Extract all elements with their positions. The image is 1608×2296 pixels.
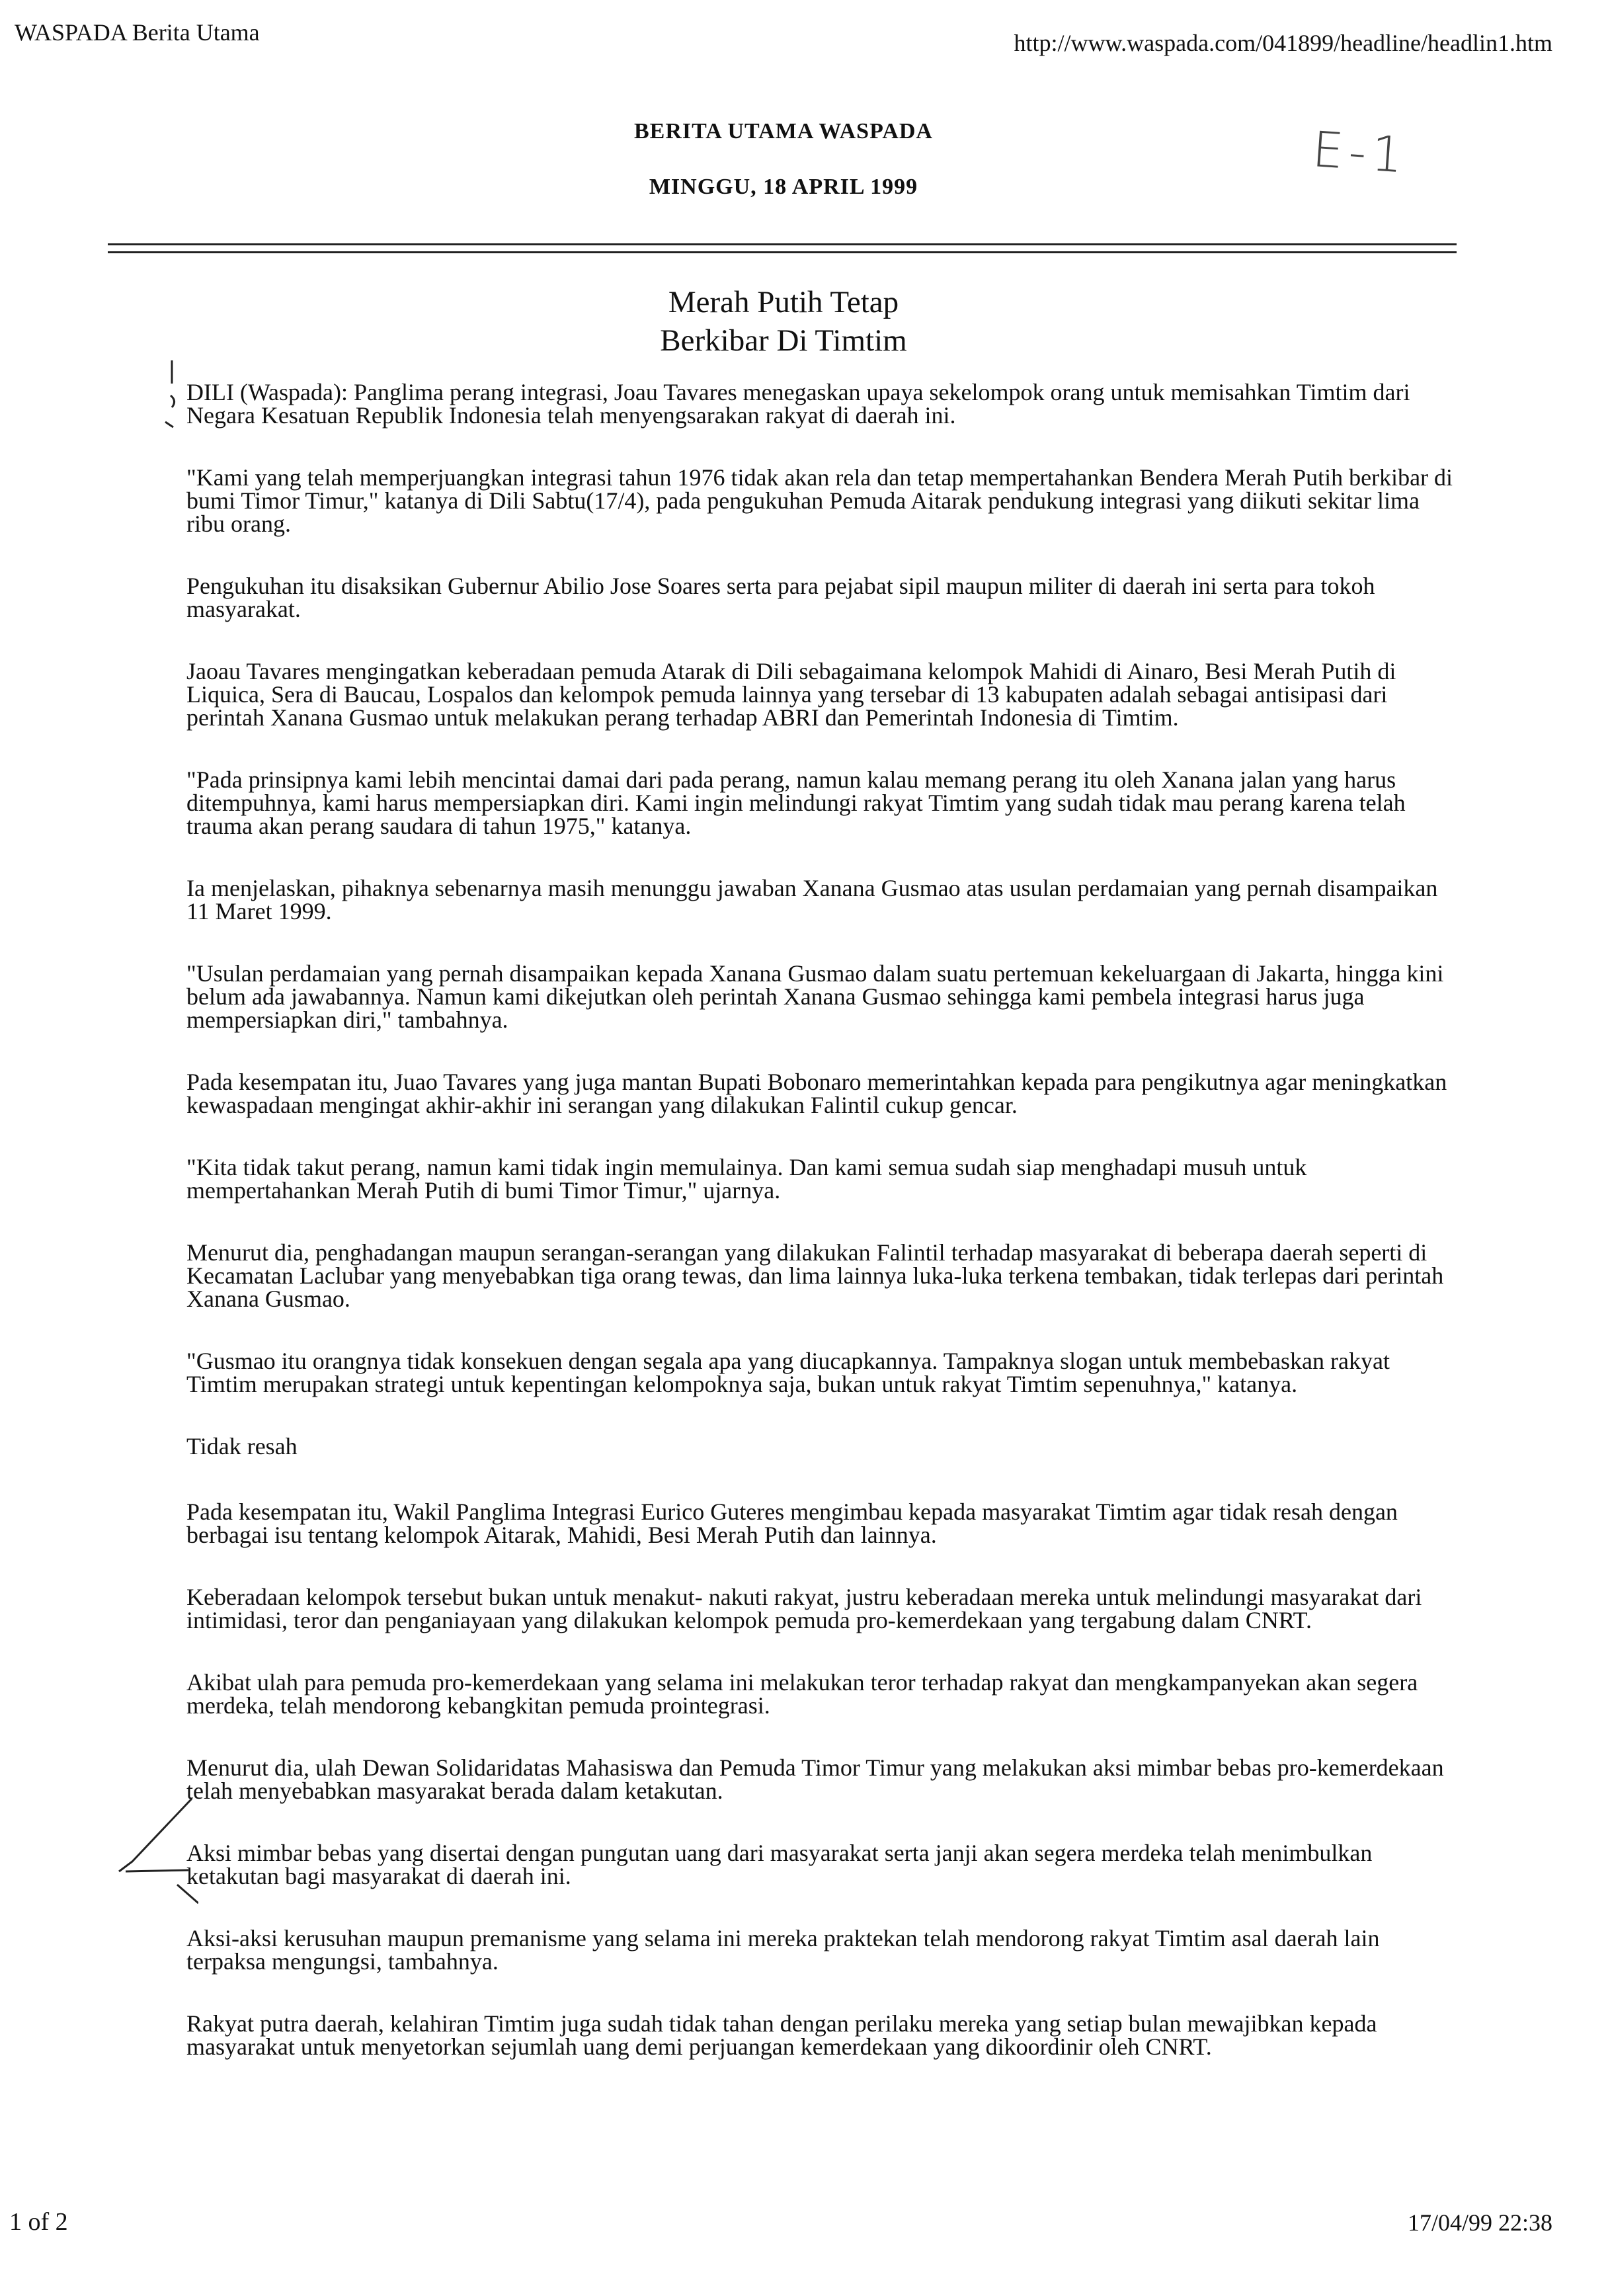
print-header-url[interactable]: http://www.waspada.com/041899/headline/headlin1.htm: [1014, 30, 1552, 56]
article-subheading: Tidak resah: [186, 1433, 298, 1459]
article-paragraph: Aksi mimbar bebas yang disertai dengan pungutan uang dari masyarakat serta janji akan segera merdeka telah menimbulkan ketakutan bagi masyarakat di daerah ini.: [186, 1840, 1373, 1889]
print-timestamp: 17/04/99 22:38: [1407, 2209, 1552, 2236]
masthead-date: MINGGU, 18 APRIL 1999: [649, 175, 918, 199]
masthead-title: BERITA UTAMA WASPADA: [634, 119, 933, 144]
article-title: [0, 283, 1567, 360]
margin-pen-mark-top: [159, 357, 185, 430]
article-paragraph: DILI (Waspada): Panglima perang integrasi, Joau Tavares menegaskan upaya sekelompok orang untuk memisahkan Timtim dari Negara Kesatuan Republik Indonesia telah menyengsarakan rakyat di daerah ini.: [186, 379, 1410, 429]
article-paragraph: Pada kesempatan itu, Wakil Panglima Integrasi Eurico Guteres mengimbau kepada masyarakat Timtim agar tidak resah dengan berbagai isu tentang kelompok Aitarak, Mahidi, Besi Merah Putih dan lainnya.: [186, 1498, 1398, 1548]
article-paragraph: "Usulan perdamaian yang pernah disampaikan kepada Xanana Gusmao dalam suatu pertemuan kekeluargaan di Jakarta, hingga kini belum ada jawabannya. Namun kami dikejutkan oleh perintah Xanana Gusmao sehingga kami pembela integrasi harus juga mempersiapkan diri," tambahnya.: [186, 960, 1444, 1033]
article-paragraph: "Kita tidak takut perang, namun kami tidak ingin memulainya. Dan kami semua sudah siap menghadapi musuh untuk mempertahankan Merah Putih di bumi Timor Timur," ujarnya.: [186, 1154, 1307, 1204]
article-paragraph: Jaoau Tavares mengingatkan keberadaan pemuda Atarak di Dili sebagaimana kelompok Mahidi di Ainaro, Besi Merah Putih di Liquica, Sera di Baucau, Lospalos dan kelompok pemuda lainnya yang tersebar di 13 kabupaten adalah sebagai antisipasi dari perintah Xanana Gusmao untuk melakukan perang terhadap ABRI dan Pemerintah Indonesia di Timtim.: [186, 658, 1396, 731]
margin-pen-mark-bottom: [106, 1785, 198, 1918]
article-title-line-2: Berkibar Di Timtim: [660, 323, 907, 358]
article-paragraph: "Pada prinsipnya kami lebih mencintai damai dari pada perang, namun kalau memang perang itu oleh Xanana jalan yang harus ditempuhnya, kami harus mempersiapkan diri. Kami ingin melindungi rakyat Timtim yang sudah tidak mau perang karena telah trauma akan perang saudara di tahun 1975," katanya.: [186, 766, 1406, 839]
article-paragraph: Rakyat putra daerah, kelahiran Timtim juga sudah tidak tahan dengan perilaku mereka yang setiap bulan mewajibkan kepada masyarakat untuk menyetorkan sejumlah uang demi perjuangan kemerdekaan yang dikoordinir oleh CNRT.: [186, 2010, 1377, 2060]
article-paragraph: Aksi-aksi kerusuhan maupun premanisme yang selama ini mereka praktekan telah mendorong rakyat Timtim asal daerah lain terpaksa mengungsi, tambahnya.: [186, 1925, 1380, 1975]
article-paragraph: Akibat ulah para pemuda pro-kemerdekaan yang selama ini melakukan teror terhadap rakyat dan mengkampanyekan akan segera merdeka, telah mendorong kebangkitan pemuda prointegrasi.: [186, 1669, 1418, 1719]
article-paragraph: Pada kesempatan itu, Juao Tavares yang juga mantan Bupati Bobonaro memerintahkan kepada para pengikutnya agar meningkatkan kewaspadaan mengingat akhir-akhir ini serangan yang dilakukan Falintil cukup gencar.: [186, 1069, 1447, 1118]
article-paragraph: Ia menjelaskan, pihaknya sebenarnya masih menunggu jawaban Xanana Gusmao atas usulan perdamaian yang pernah disampaikan 11 Maret 1999.: [186, 875, 1438, 924]
article-paragraph: Menurut dia, penghadangan maupun serangan-serangan yang dilakukan Falintil terhadap masyarakat di beberapa daerah seperti di Kecamatan Laclubar yang menyebabkan tiga orang tewas, dan lima lainnya luka-luka terkena tembakan, tidak terlepas dari perintah Xanana Gusmao.: [186, 1239, 1444, 1312]
print-header-title: WASPADA Berita Utama: [15, 19, 260, 46]
divider-rule-top: [108, 243, 1457, 245]
article-paragraph: "Kami yang telah memperjuangkan integrasi tahun 1976 tidak akan rela dan tetap mempertahankan Bendera Merah Putih berkibar di bumi Timor Timur," katanya di Dili Sabtu(17/4), pada pengukuhan Pemuda Aitarak pendukung integrasi yang diikuti sekitar lima ribu orang.: [186, 464, 1453, 537]
divider-rule-bottom: [108, 251, 1457, 253]
article-paragraph: Keberadaan kelompok tersebut bukan untuk menakut- nakuti rakyat, justru keberadaan mereka untuk melindungi masyarakat dari intimidasi, teror dan penganiayaan yang dilakukan kelompok pemuda pro-kemerdekaan yang tergabung dalam CNRT.: [186, 1584, 1422, 1633]
handwritten-annotation: E-1: [1310, 121, 1410, 184]
article-paragraph: "Gusmao itu orangnya tidak konsekuen dengan segala apa yang diucapkannya. Tampaknya slogan untuk membebaskan rakyat Timtim merupakan strategi untuk kepentingan kelompoknya saja, bukan untuk rakyat Timtim sepenuhnya," katanya.: [186, 1348, 1390, 1397]
article-paragraph: Menurut dia, ulah Dewan Solidaridatas Mahasiswa dan Pemuda Timor Timur yang melakukan aksi mimbar bebas pro-kemerdekaan telah menyebabkan masyarakat berada dalam ketakutan.: [186, 1754, 1444, 1804]
article-body: [186, 381, 1456, 2098]
article-paragraph: Pengukuhan itu disaksikan Gubernur Abilio Jose Soares serta para pejabat sipil maupun militer di daerah ini serta para tokoh masyarakat.: [186, 573, 1375, 622]
page-counter: 1 of 2: [9, 2208, 68, 2236]
article-title-line-1: Merah Putih Tetap: [668, 285, 899, 319]
